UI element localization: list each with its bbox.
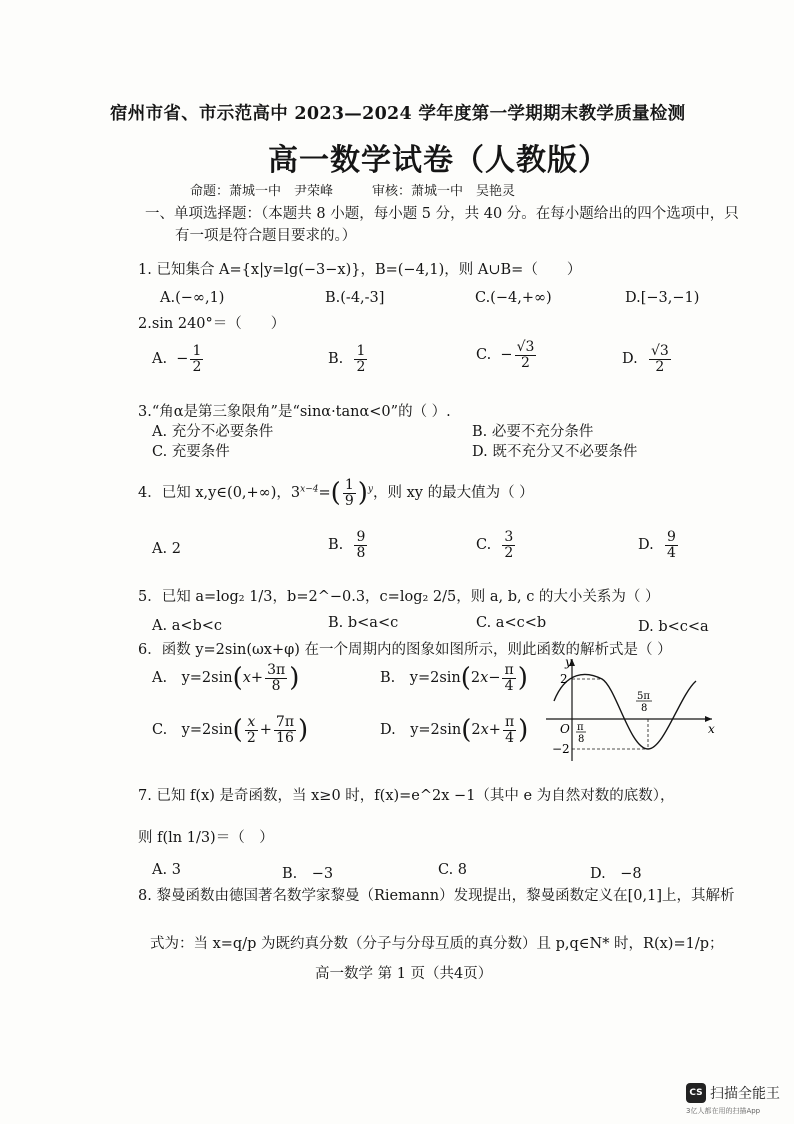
q5-option-a: A. a<b<c	[152, 618, 223, 634]
q2-option-b: B. $\frac{1}{2}$	[328, 343, 366, 375]
exam-header-line: 宿州市省、市示范高中 2023—2024 学年度第一学期期末教学质量检测	[110, 104, 686, 124]
scanner-slogan: 3亿人都在用的扫描App	[686, 1107, 761, 1115]
q7-option-c: C. 8	[438, 862, 468, 878]
q4-option-d: D. $\frac{9}{4}$	[638, 529, 676, 561]
q1-option-b: B.(-4,-3]	[325, 290, 385, 306]
scanner-logo-icon: CS	[686, 1083, 706, 1103]
section-heading-cont: 有一项是符合题目要求的。）	[175, 228, 357, 244]
q3-option-c: C. 充要条件	[152, 444, 230, 460]
q6-option-b: B. y=2sin(2x− $\frac{\pi}{4}$ )	[380, 662, 528, 694]
question-2-stem: 2.sin 240°＝（ ）	[138, 316, 286, 332]
x2-label-den: 8	[641, 703, 648, 714]
question-7-stem: 7. 已知 f(x) 是奇函数，当 x≥0 时，f(x)=e^2x −1（其中 e 为自然对数的底数），	[138, 788, 675, 804]
q7-option-b: B. −3	[282, 866, 334, 882]
q1-option-c: C.(−4,+∞)	[475, 290, 552, 306]
q4-option-b: B. $\frac{9}{8}$	[328, 529, 366, 561]
ymin-label: −2	[552, 742, 570, 756]
question-6-stem: 6．函数 y=2sin(ωx+φ) 在一个周期内的图象如图所示，则此函数的解析式是（ ）	[138, 642, 672, 658]
section-heading: 一、单项选择题：（本题共 8 小题，每小题 5 分，共 40 分。在每小题给出的四个选项中，只	[145, 206, 739, 222]
y-axis-label: y	[565, 655, 572, 669]
question-3-stem: 3.“角α是第三象限角”是“sinα·tanα<0”的（ ）.	[138, 404, 451, 420]
q6-option-d: D. y=2sin(2x+ $\frac{\pi}{4}$ )	[380, 714, 529, 746]
q5-option-b: B. b<a<c	[328, 615, 399, 631]
q1-option-a: A.(−∞,1)	[160, 290, 225, 306]
x1-label-den: 8	[578, 734, 585, 745]
question-8-line2: 式为：当 x=q/p 为既约真分数（分子与分母互质的真分数）且 p,q∈N* 时，R(x)=1/p；	[150, 936, 724, 952]
question-1-stem: 1. 已知集合 A={x|y=lg(−3−x)}，B=(−4,1)，则 A∪B=（ ）	[138, 262, 582, 278]
q7-option-d: D. −8	[590, 866, 642, 882]
origin-label: O	[560, 722, 570, 736]
scanner-brand: 扫描全能王	[710, 1086, 780, 1102]
question-4-stem: 4．已知 x,y∈(0,+∞)，$3^{x-4}=$( $\frac{1}{9}$ )$^y$，则 xy 的最大值为（ ）	[138, 477, 534, 509]
question-8-line1: 8. 黎曼函数由德国著名数学家黎曼（Riemann）发现提出，黎曼函数定义在[0,1]上，其解析	[138, 888, 735, 904]
q3-option-b: B. 必要不充分条件	[472, 424, 594, 440]
q2-option-c: C. − $\frac{√3}{2}$	[476, 339, 535, 371]
q3-option-d: D. 既不充分又不必要条件	[472, 444, 638, 460]
q1-option-d: D.[−3,−1)	[625, 290, 700, 306]
q5-option-c: C. a<c<b	[476, 615, 547, 631]
x1-label-num: π	[577, 722, 584, 733]
page-title: 高一数学试卷（人教版）	[268, 143, 609, 178]
authors-line: 命题：萧城一中 尹荣峰 审核：萧城一中 吴艳灵	[190, 184, 516, 199]
q6-option-c: C. y=2sin( $\frac{x}{2}$ + $\frac{7\pi}{16}$ )	[152, 714, 309, 746]
q4-option-c: C. $\frac{3}{2}$	[476, 529, 514, 561]
q2-option-a: A. − $\frac{1}{2}$	[152, 343, 202, 375]
page-footer: 高一数学 第 1 页（共4页）	[315, 966, 493, 982]
sine-curve	[554, 674, 696, 749]
q4-option-a: A. 2	[152, 541, 181, 557]
q7-option-a: A. 3	[152, 862, 181, 878]
question-7-ask: 则 f(ln 1/3)＝（ ）	[138, 830, 274, 846]
x2-label-num: 5π	[637, 691, 650, 702]
question-5-stem: 5．已知 a=log₂ 1/3，b=2^−0.3，c=log₂ 2/5，则 a, b, c 的大小关系为（ ）	[138, 589, 660, 605]
q2-option-d: D. $\frac{√3}{2}$	[622, 343, 669, 375]
q6-option-a: A. y=2sin(x+ $\frac{3\pi}{8}$ )	[152, 662, 300, 694]
q3-option-a: A. 充分不必要条件	[152, 424, 274, 440]
x-axis-label: x	[708, 722, 715, 736]
q5-option-d: D. b<c<a	[638, 619, 709, 635]
sine-graph-figure	[540, 653, 720, 763]
ymax-label: 2	[560, 672, 568, 686]
